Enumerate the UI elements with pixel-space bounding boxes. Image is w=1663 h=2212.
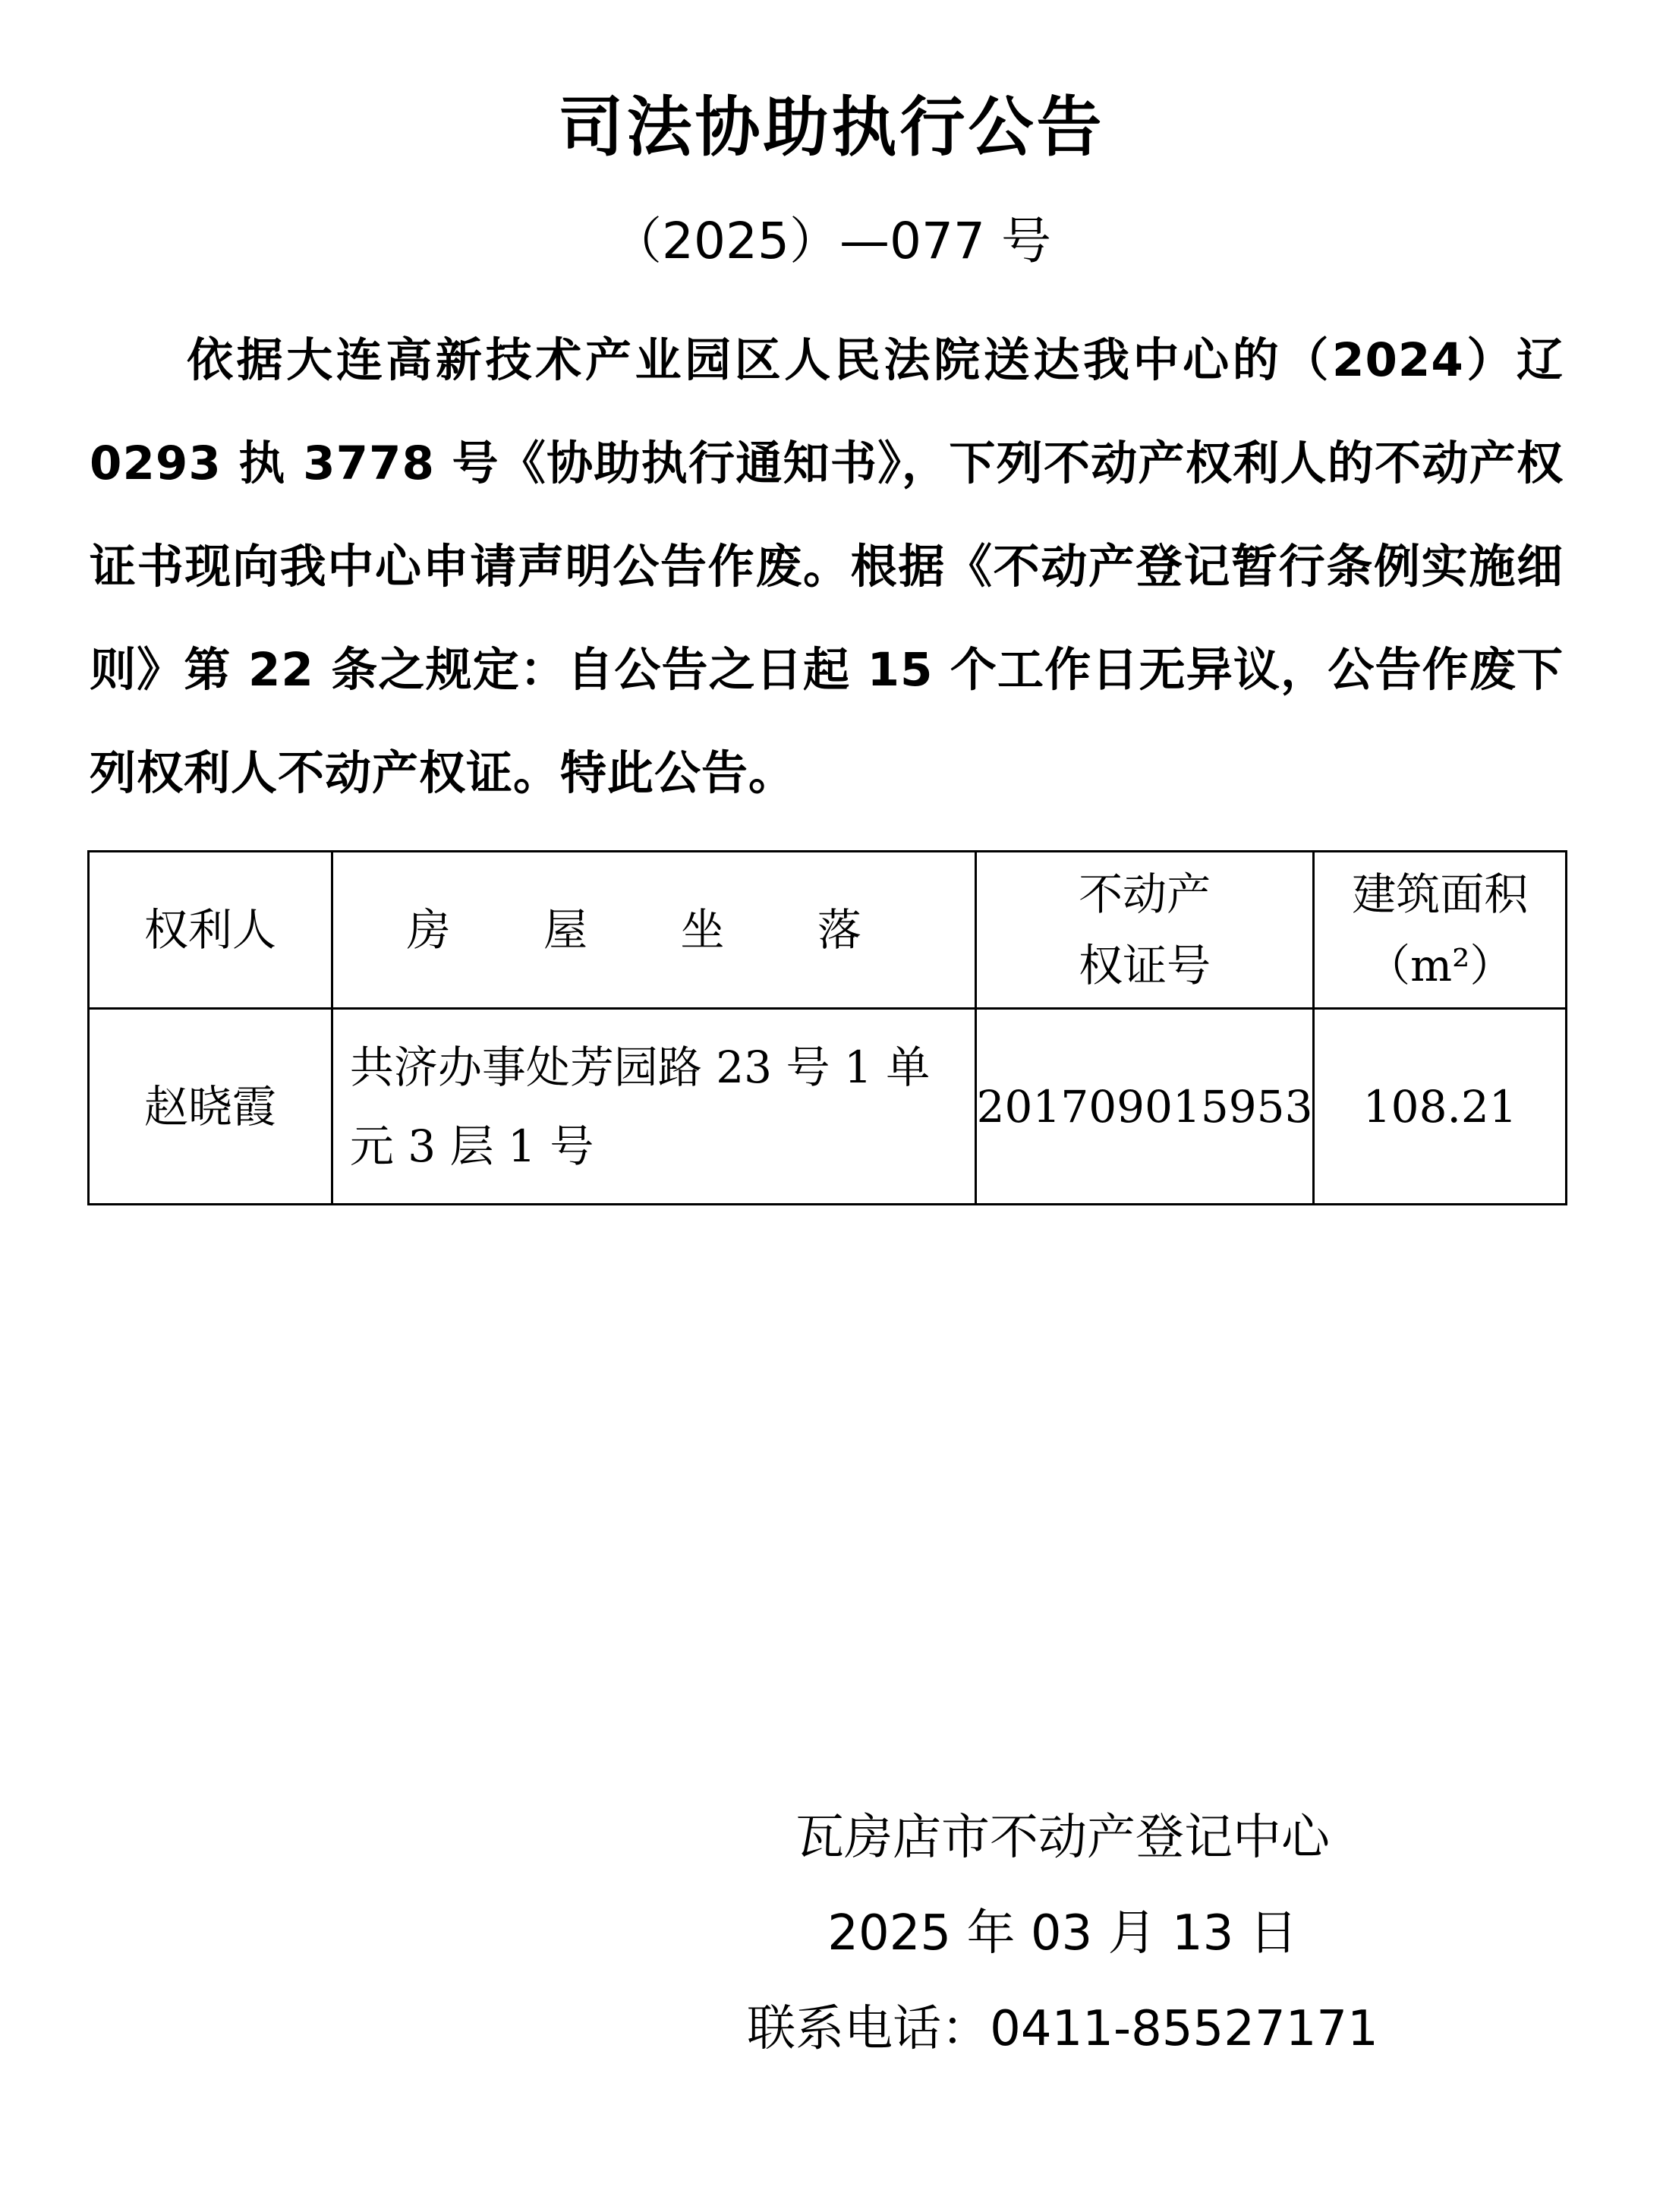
header-certificate-line1: 不动产 [1079, 868, 1211, 920]
header-certificate-number [975, 852, 1314, 1009]
header-address-label: 房 屋 坐 落 [406, 904, 901, 956]
issue-date: 2025 年 03 月 13 日 [827, 1905, 1298, 1961]
issuing-organization: 瓦房店市不动产登记中心 [795, 1810, 1330, 1866]
table-row [89, 1009, 1567, 1205]
notice-title: 司法协助执行公告 [558, 90, 1105, 165]
notice-body: 依据大连高新技术产业园区人民法院送达我中心的（2024）辽 0293 执 3778 号《协助执行通知书》，下列不动产权利人的不动产权证书现向我中心申请声明公告作废。根据《不动产登记暂行条例实施细则》第 22 条之规定：自公告之日起 15 个工作日无异议，公告作废下列权利人不动产权证。特此公告。 [90, 333, 1564, 800]
contact-phone: 联系电话：0411-85527171 [747, 2001, 1378, 2057]
header-owner: 权利人 [89, 852, 332, 1009]
cell-building-area: 108.21 [1314, 1009, 1567, 1205]
property-table [87, 850, 1567, 1205]
table-header-row [89, 852, 1567, 1009]
header-certificate-line2: 权证号 [1079, 940, 1211, 991]
cell-address: 共济办事处芳园路 23 号 1 单元 3 层 1 号 [332, 1009, 975, 1205]
cell-certificate-number: 201709015953 [975, 1009, 1314, 1205]
header-building-area [1314, 852, 1567, 1009]
header-address [332, 852, 975, 1009]
header-area-line2: （m²） [1366, 940, 1514, 991]
header-area-line1: 建筑面积 [1352, 868, 1529, 920]
document-number: （2025）—077 号 [612, 212, 1051, 270]
cell-owner: 赵晓霞 [89, 1009, 332, 1205]
